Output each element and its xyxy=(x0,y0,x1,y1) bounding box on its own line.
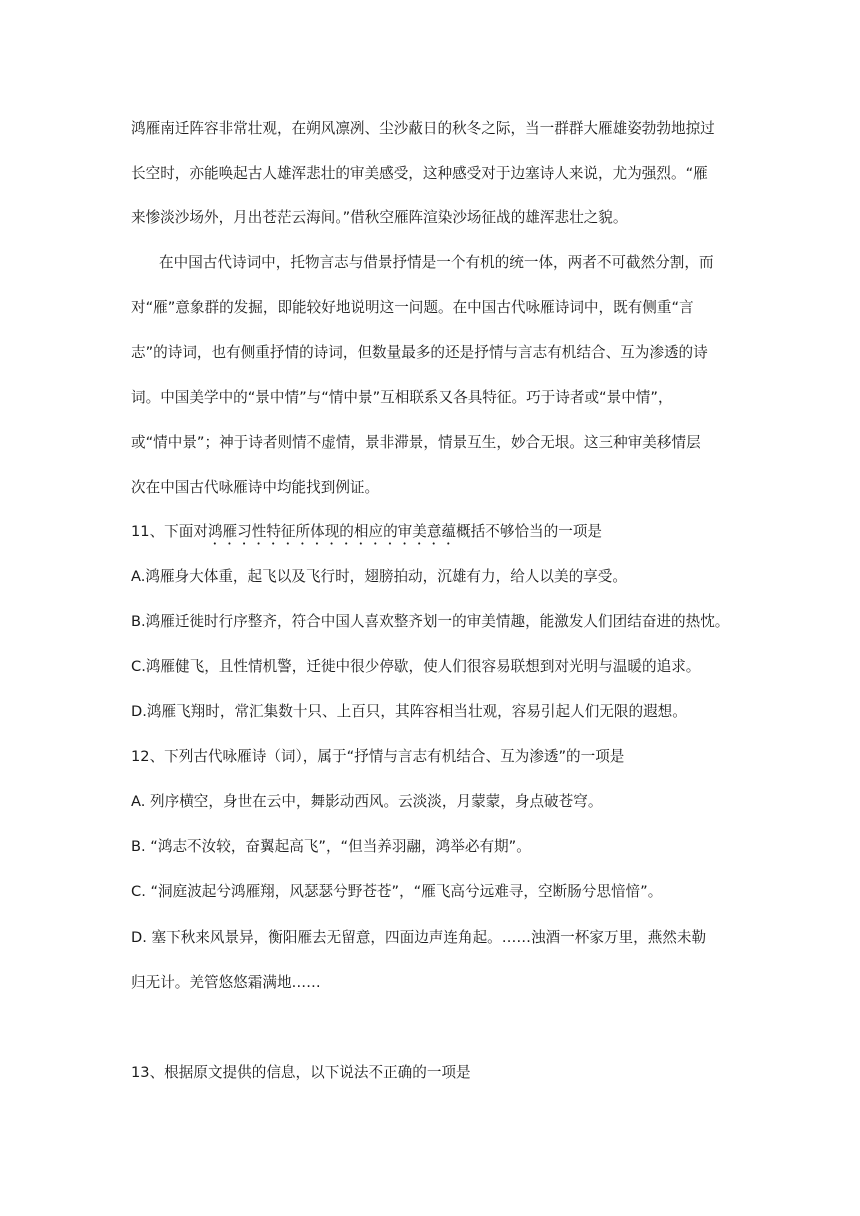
passage-line: 志”的诗词，也有侧重抒情的诗词，但数量最多的还是抒情与言志有机结合、互为渗透的诗 xyxy=(131,344,708,361)
passage-line: 在中国古代诗词中，托物言志与借景抒情是一个有机的统一体，两者不可截然分割，而 xyxy=(159,254,714,271)
passage-line: 来惨淡沙场外，月出苍茫云海间。”借秋空雁阵渲染沙场征战的雄浑悲壮之貌。 xyxy=(131,209,628,226)
q11-option-c: C.鸿雁健飞，且性情机警，迁徙中很少停歇，使人们很容易联想到对光明与温暖的追求。 xyxy=(131,658,701,675)
q11-stem-pre: 11、下面对 xyxy=(131,523,208,540)
question-13-stem: 13、根据原文提供的信息，以下说法不正确的一项是 xyxy=(131,1064,471,1081)
q11-emphasized-phrase: 鸿雁习性特征所体现的相应的审美意蕴 xyxy=(207,523,457,540)
passage-line: 次在中国古代咏雁诗中均能找到例证。 xyxy=(131,479,380,496)
q11-option-d: D.鸿雁飞翔时，常汇集数十只、上百只，其阵容相当壮观，容易引起人们无限的遐想。 xyxy=(131,703,687,720)
passage-line: 对“雁”意象群的发掘，即能较好地说明这一问题。在中国古代咏雁诗词中，既有侧重“言 xyxy=(131,299,694,316)
q12-option-d-continued: 归无计。羌管悠悠霜满地…… xyxy=(131,974,321,991)
question-11-stem xyxy=(131,522,731,548)
passage-line: 鸿雁南迁阵容非常壮观，在朔风凛冽、尘沙蔽日的秋冬之际，当一群群大雁雄姿勃勃地掠过 xyxy=(131,120,715,137)
question-12-stem: 12、下列古代咏雁诗（词），属于“抒情与言志有机结合、互为渗透”的一项是 xyxy=(131,748,625,765)
q11-option-b: B.鸿雁迁徙时行序整齐，符合中国人喜欢整齐划一的审美情趣，能激发人们团结奋进的热忱。 xyxy=(131,613,730,630)
q12-option-d: D. 塞下秋来风景异，衡阳雁去无留意，四面边声连角起。……浊酒一杯家万里，燕然未勒 xyxy=(131,929,707,946)
q11-option-a: A.鸿雁身大体重，起飞以及飞行时，翅膀拍动，沉雄有力，给人以美的享受。 xyxy=(131,568,627,585)
passage-line: 或“情中景”；神于诗者则情不虚情，景非滞景，情景互生，妙合无垠。这三种审美移情层 xyxy=(131,434,701,451)
passage-line: 词。中国美学中的“景中情”与“情中景”互相联系又各具特征。巧于诗者或“景中情”， xyxy=(131,389,673,406)
passage-line: 长空时，亦能唤起古人雄浑悲壮的审美感受，这种感受对于边塞诗人来说，尤为强烈。“雁 xyxy=(131,165,708,182)
q12-option-a: A. 列序横空，身世在云中，舞影动西风。云淡淡，月蒙蒙，身点破苍穹。 xyxy=(131,793,603,810)
q12-option-c: C. “洞庭波起兮鸿雁翔，风瑟瑟兮野苍苍”，“雁飞高兮远难寻，空断肠兮思愔愔”。 xyxy=(131,883,663,900)
q12-option-b: B. “鸿志不汝较，奋翼起高飞”，“但当养羽翮，鸿举必有期”。 xyxy=(131,838,531,855)
q11-stem-post: 概括不够恰当的一项是 xyxy=(456,523,603,540)
